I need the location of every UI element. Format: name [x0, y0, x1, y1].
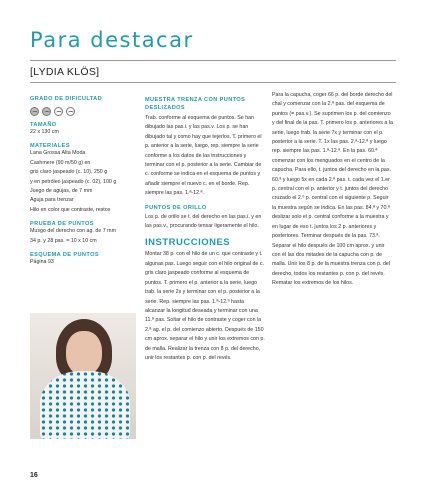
author-name: [LYDIA KLÖS] [30, 66, 100, 78]
instructions-column [145, 96, 265, 363]
author-divider [30, 82, 396, 83]
yarn-ball-icon [54, 107, 63, 116]
slipped-cable-heading: MUESTRA TRENZA CON PUNTOS DESLIZADOS [145, 97, 246, 111]
yarn-ball-icon [30, 107, 39, 116]
materials-heading: MATERIALES [30, 143, 70, 150]
page-number: 16 [30, 472, 38, 479]
stitch-chart-ref: Página 93 [30, 259, 54, 266]
instructions-text: Montar 38 p. con el hilo de un c. que contraste y t. algunas pas. Luego seguir con el hilo original de c. gris claro jaspeado conforme al esquema de puntos. T. primero el p. anterior a la serie, luego trab. la serie 2x y terminar con el p. posterior a la serie. Rep. siempre las pas. 1.ª-12.ª hasta alcanzar la longitud deseada y terminar con una 11.ª pas. Soltar el hilo de contraste y coger con la 2.ª ag. el p. del comienzo abierto. Después de 150 cm aprox. separar el hilo y unir los extremos con p. de malla. Realizar la trenza con 8 p. del derecho, unir los restantes p. con p. del revés. [145, 251, 265, 361]
materials-line: Lana Grossa Alta Moda [30, 150, 86, 157]
materials-line: Cashmere (90 m/50 g) en [30, 159, 91, 166]
materials-line: Aguja para trenzar [30, 197, 74, 204]
size-heading: TAMAÑO [30, 122, 57, 128]
materials-line: Hilo en color que contraste, restos [30, 206, 111, 213]
yarn-ball-icon [42, 107, 51, 116]
edge-stitch-heading: PUNTOS DE ORILLO [145, 204, 207, 211]
gauge-heading: PRUEBA DE PUNTOS [30, 221, 94, 228]
hood-column [272, 91, 394, 289]
gauge-line: Musgo del derecho con ag. de 7 mm [30, 228, 116, 235]
model-photo [30, 313, 136, 439]
edge-stitch-text: Los p. de orillo se t. del derecho en las pas.i. y en las pas.v., procurando tensar ligeramente el hilo. [145, 213, 262, 230]
hood-text: Para la capucha, coger 66 p. del borde derecho del chal y comenzar con la 2.ª pas. del esquema de puntos (= pas.v.). Se suprimen los p. del comienzo y del final de la pas. T. primero los p. anteriores a la serie, luego trab. la serie 7x y terminar con el p. posterior a la serie. T. 1x las pas. 2.ª-12.ª y luego rep. siempre las pas. 1.ª-12.ª. En la pas. 60.ª comenzar con los menguados en el centro de la capucha. Para ello, t. juntos del derecho en la pas. 60.ª y luego 5x en cada 2.ª pas. t. cada vez el 1.er p. central con el p. anterior y t. juntos del derecho cruzado el 2.º p. central con el siguiente p. Seguir la muestra según se indica. En las pas. 84.ª y 70.ª deslizar solo el p. central conforme a la muestra y en lugar de eso t. juntos los 2 p. anteriores y posteriores. Terminar después de la pas. 73.ª. Separar el hilo después de 100 cm aprox. y unir con él las dos mitades de la capucha con p. de malla. Unir los 8 p. de la muestra trenza con p. del derecho, todos los restantes p. con p. del revés. Rematar los extremos de los hilos. [272, 92, 393, 287]
page-title: Para destacar [30, 28, 194, 52]
scarf [40, 371, 130, 439]
gauge-line: 34 p. y 28 pas. = 10 x 10 cm [30, 237, 97, 244]
yarn-ball-icon [66, 107, 75, 116]
specs-column [30, 96, 130, 267]
materials-line: y en petróleo jaspeado (c. 02), 100 g [30, 178, 117, 185]
difficulty-heading: GRADO DE DIFICULTAD [30, 96, 103, 102]
difficulty-rating [30, 107, 130, 116]
slipped-cable-text: Trab. conforme al esquema de puntos. Se han dibujado las pas.i. y las pas.v. Los p. se han dibujado tal y como hay que tejerlos. T. primero el p. anterior a la serie, luego, rep. siempre la serie conforme a los datos de las instrucciones y terminar con el p. posterior a la serie. Cambiar de c. conforme se indica en el esquema de puntos y añadir siempre el nuevo c. en el borde. Rep. siempre las pas. 1.ª-12.ª. [145, 115, 262, 197]
stitch-chart-heading: ESQUEMA DE PUNTOS [30, 252, 99, 259]
difficulty-row [30, 96, 130, 102]
materials-line: Juego de agujas, de 7 mm [30, 188, 93, 195]
materials-line: gris claro jaspeado (c. 10), 250 g [30, 169, 108, 176]
title-divider [30, 60, 396, 61]
instructions-heading: INSTRUCCIONES [145, 237, 231, 249]
size-value: 22 x 130 cm [30, 129, 59, 135]
face [66, 331, 102, 375]
